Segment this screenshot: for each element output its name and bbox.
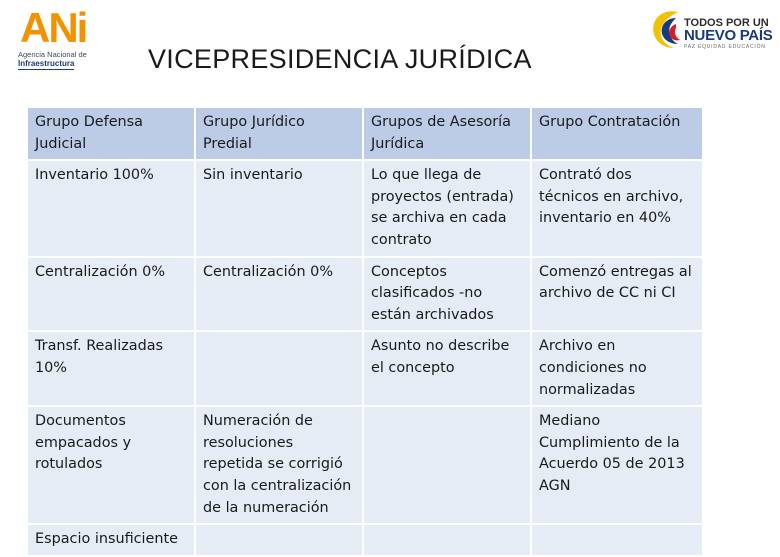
- table-cell: Documentos empacados y rotulados: [27, 406, 195, 524]
- gov-logo: [648, 4, 776, 54]
- page-title: VICEPRESIDENCIA JURÍDICA: [148, 44, 532, 74]
- table-cell: Archivo en condiciones no normalizadas: [531, 331, 703, 406]
- header-cell: Grupo Defensa Judicial: [27, 107, 195, 160]
- gov-logo-line2: NUEVO PAÍS: [684, 27, 773, 44]
- legal-groups-table: [26, 106, 704, 557]
- ani-logo-mark: ANi: [20, 4, 87, 51]
- table-cell: Sin inventario: [195, 160, 363, 256]
- table-row: [27, 406, 703, 524]
- table-cell: [363, 406, 531, 524]
- gov-logo-line1: TODOS POR UN: [684, 17, 769, 29]
- table-cell: Centralización 0%: [195, 257, 363, 332]
- table-cell: Comenzó entregas al archivo de CC ni CI: [531, 257, 703, 332]
- table-cell: Lo que llega de proyectos (entrada) se archiva en cada contrato: [363, 160, 531, 256]
- header-cell: Grupo Jurídico Predial: [195, 107, 363, 160]
- ani-logo: [18, 6, 98, 68]
- ani-logo-line2: Infraestructura: [18, 58, 75, 68]
- ani-logo-text: [18, 51, 87, 70]
- table-header-row: [27, 107, 703, 160]
- table-cell: [195, 331, 363, 406]
- table-cell: Conceptos clasificados -no están archivados: [363, 257, 531, 332]
- table-row: [27, 331, 703, 406]
- header-cell: Grupo Contratación: [531, 107, 703, 160]
- ani-logo-underline: [18, 69, 74, 70]
- gov-logo-tagline: PAZ EQUIDAD EDUCACIÓN: [684, 44, 766, 50]
- gov-swirl-icon: [648, 4, 684, 54]
- table-cell: Espacio insuficiente: [27, 524, 195, 556]
- table-row: [27, 160, 703, 256]
- ani-logo-line1: Agencia Nacional de: [18, 50, 87, 59]
- table-cell: Contrató dos técnicos en archivo, inventario en 40%: [531, 160, 703, 256]
- table-cell: Mediano Cumplimiento de la Acuerdo 05 de 2013 AGN: [531, 406, 703, 524]
- table-cell: Centralización 0%: [27, 257, 195, 332]
- table-cell: Transf. Realizadas 10%: [27, 331, 195, 406]
- table-cell: Inventario 100%: [27, 160, 195, 256]
- header-cell: Grupos de Asesoría Jurídica: [363, 107, 531, 160]
- table-row: [27, 257, 703, 332]
- table-cell: Asunto no describe el concepto: [363, 331, 531, 406]
- table-cell: Numeración de resoluciones repetida se corrigió con la centralización de la numeración: [195, 406, 363, 524]
